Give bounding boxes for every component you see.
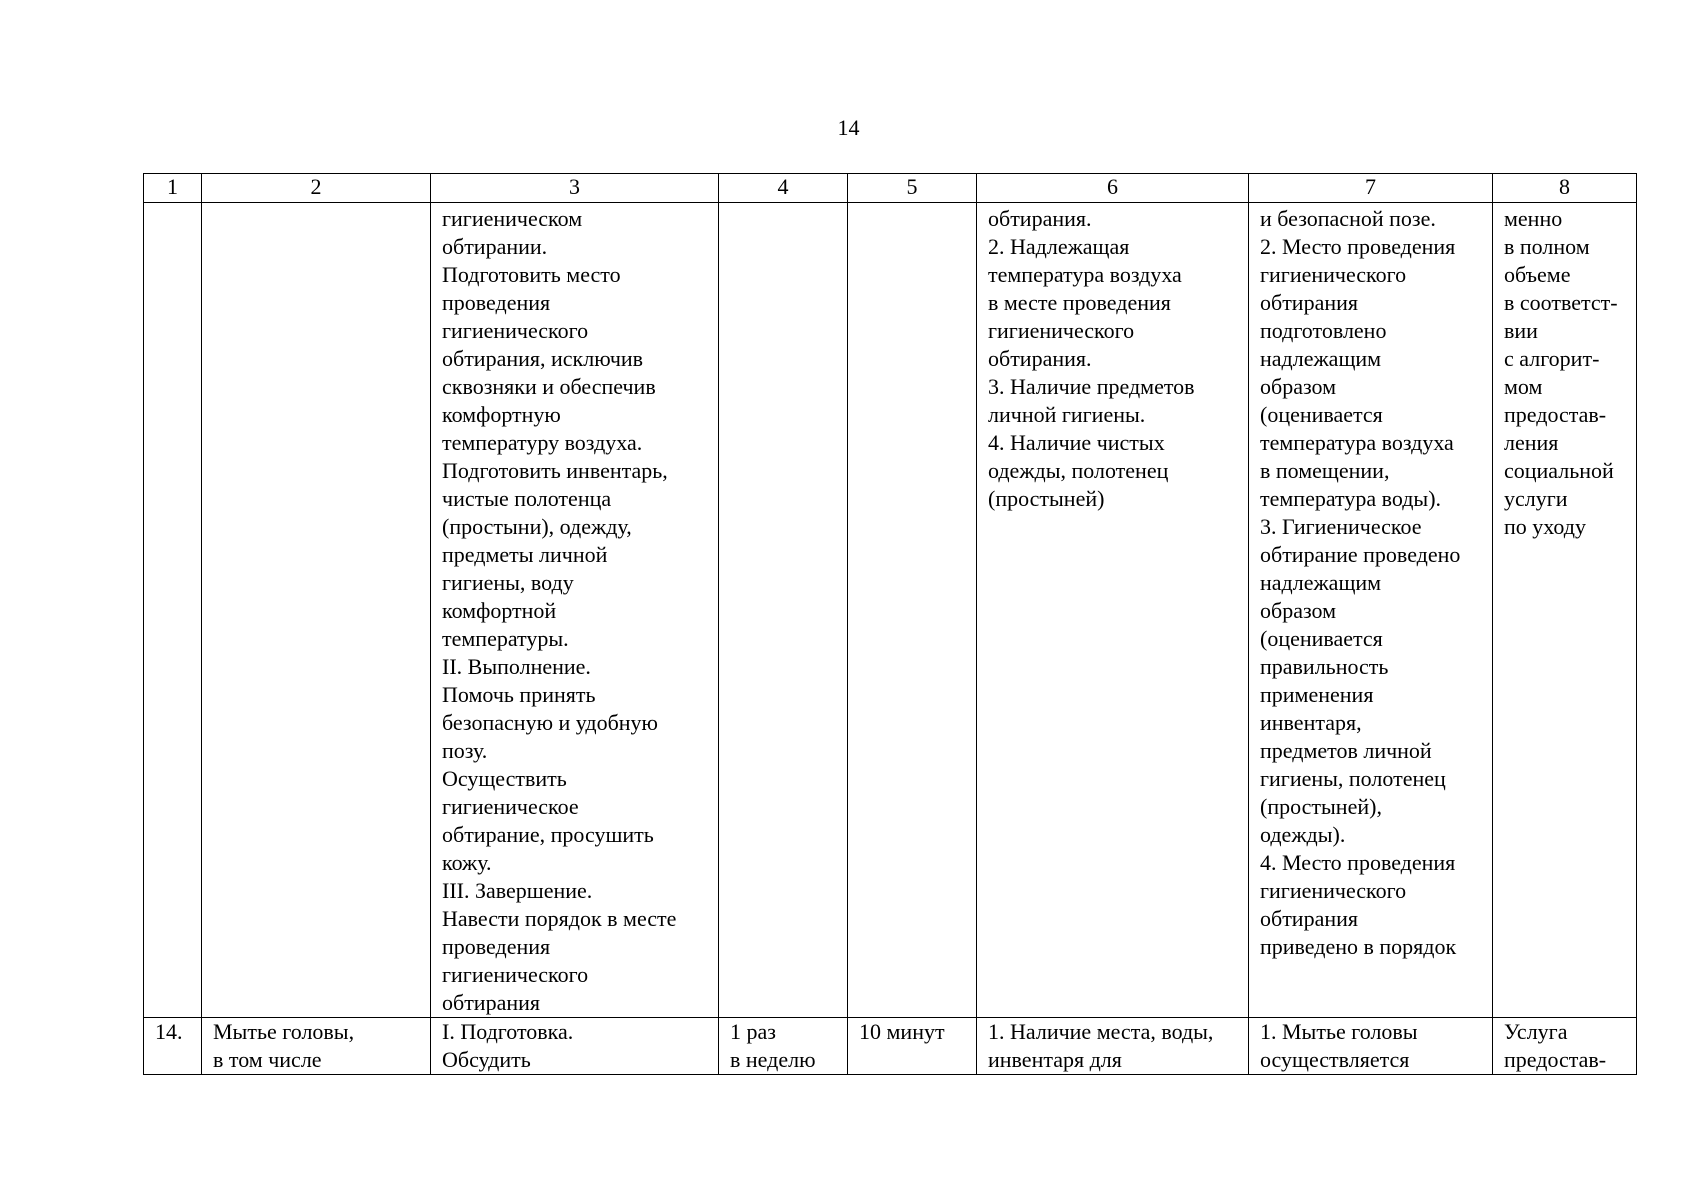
cell-text: 14. — [155, 1019, 183, 1044]
cell-text: и безопасной позе. 2. Место проведения гигиенического обтирания подготовлено надлежащим образом (оценивается температура воздуха в помещении, температура воды). 3. Гигиеническое обтирание проведено надлежащим образом (оценивается правильность применения инвентаря, предметов личной гигиены, полотенец (простыней), одежды). 4. Место проведения гигиенического обтирания приведено в порядок — [1260, 206, 1461, 959]
column-header: 8 — [1493, 174, 1637, 203]
cell-text: I. Подготовка. Обсудить — [442, 1019, 574, 1072]
frequency-cell — [719, 203, 848, 1018]
service-name-cell — [202, 1018, 431, 1075]
duration-cell — [848, 1018, 977, 1075]
conditions-cell — [977, 1018, 1249, 1075]
cell-text: гигиеническом обтирании. Подготовить место проведения гигиенического обтирания, исключив сквозняки и обеспечив комфортную температуру воздуха. Подготовить инвентарь, чистые полотенца (простыни), одежду, предметы личной гигиены, воду комфортной температуры. II. Выполнение. Помочь принять безопасную и удобную позу. Осуществить гигиеническое обтирание, просушить кожу. III. Завершение. Навести порядок в месте проведения гигиенического обтирания — [442, 206, 677, 1015]
conditions-cell — [977, 203, 1249, 1018]
cell-text: обтирания. 2. Надлежащая температура воздуха в месте проведения гигиенического обтирания. 3. Наличие предметов личной гигиены. 4. Наличие чистых одежды, полотенец (простыней) — [988, 206, 1195, 511]
table-row — [144, 1018, 1637, 1075]
duration-cell — [848, 203, 977, 1018]
column-header: 2 — [202, 174, 431, 203]
row-number-cell — [144, 203, 202, 1018]
cell-text: 10 минут — [859, 1019, 945, 1044]
table-header-row — [144, 174, 1637, 203]
service-standard-table — [143, 173, 1637, 1075]
row-number-cell — [144, 1018, 202, 1075]
column-header: 7 — [1249, 174, 1493, 203]
column-header: 1 — [144, 174, 202, 203]
column-header: 6 — [977, 174, 1249, 203]
evaluation-cell — [1493, 203, 1637, 1018]
column-header: 5 — [848, 174, 977, 203]
cell-text: 1. Наличие места, воды, инвентаря для — [988, 1019, 1214, 1072]
cell-text: 1 раз в неделю — [730, 1019, 816, 1072]
quality-indicators-cell — [1249, 1018, 1493, 1075]
evaluation-cell — [1493, 1018, 1637, 1075]
procedure-cell — [431, 1018, 719, 1075]
frequency-cell — [719, 1018, 848, 1075]
procedure-cell — [431, 203, 719, 1018]
service-name-cell — [202, 203, 431, 1018]
cell-text: менно в полном объеме в соответст- вии с алгорит- мом предостав- ления социальной услуги по уходу — [1504, 206, 1618, 539]
cell-text: Мытье головы, в том числе — [213, 1019, 355, 1072]
quality-indicators-cell — [1249, 203, 1493, 1018]
cell-text: Услуга предостав- — [1504, 1019, 1607, 1072]
cell-text: 1. Мытье головы осуществляется — [1260, 1019, 1418, 1072]
page-number: 14 — [837, 115, 860, 140]
column-header: 4 — [719, 174, 848, 203]
table-row — [144, 203, 1637, 1018]
column-header: 3 — [431, 174, 719, 203]
